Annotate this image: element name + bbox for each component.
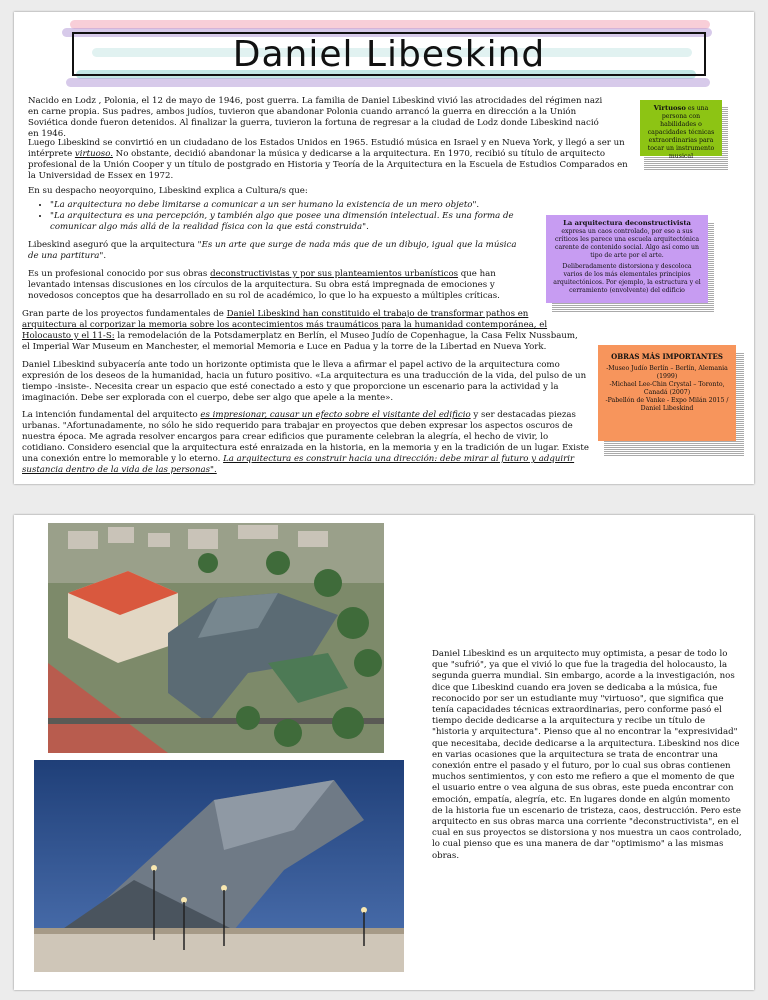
quote-item: • "La arquitectura no debe limitarse a comunicar a un ser humano la existencia de un mero objeto". xyxy=(50,200,550,211)
deconstructivist-link-text: deconstructivistas y por sus planteamientos urbanísticos xyxy=(210,269,459,279)
paragraph-intention-emphasis: es impresionar, causar un efecto sobre el visitante del edificio xyxy=(200,410,471,420)
quote-item: • "La arquitectura es una percepción, y también algo que posee una dimensión intelectual. Es una forma de comunicar algo más allá de la realidad física con la que está construida". xyxy=(50,211,550,233)
title-banner xyxy=(62,18,712,86)
main-works-box xyxy=(598,345,736,441)
title-text: Daniel Libeskind xyxy=(232,33,546,75)
deconstructivism-title: La arquitectura deconstructivista xyxy=(563,219,691,227)
paragraph-intro-quotes: En su despacho neoyorquino, Libeskind explica a Cultura/s que: xyxy=(28,186,308,196)
paragraph-intention-text: La intención fundamental del arquitecto xyxy=(22,410,201,420)
virtuoso-definition-box xyxy=(640,100,722,160)
paragraph-projects-text: Gran parte de los proyectos fundamentales de xyxy=(22,309,227,319)
paragraph-works xyxy=(28,269,528,302)
main-works-item: -Pabellón de Vanke - Expo Milán 2015 / Daniel Libeskind xyxy=(605,397,729,412)
paragraph-intention xyxy=(22,410,590,476)
paragraph-works-text: Es un profesional conocido por sus obras xyxy=(28,269,211,279)
page-two xyxy=(14,515,754,990)
paragraph-career-text-2: No obstante, decidió abandonar la música y dedicarse a la arquitectura. En 1970, recibió su título de arquitecto profesional de la Unión Cooper y un título de postgrado en Historia y Teoría de la Arquitectura en la Escuela de Estudios Comparados en la Universidad de Essex en 1972. xyxy=(28,149,628,181)
paragraph-projects-text-2: la remodelación de la Potsdamerplatz en Berlín, el Museo Judío de Copenhague, la Casa Felix Nussbaum, el Imperial War Museum en Manchester, el memorial Memoria e Luce en Padua y la torre de la Libertad en Nueva York. xyxy=(22,331,578,352)
deconstructivism-text-2: Deliberadamente distorsiona y descoloca varios de los más elementales principios arquitectónicos. Por ejemplo, la estructura y el cerramiento (envolvente) del edificio xyxy=(553,263,701,294)
museum-night-photo xyxy=(34,760,404,972)
main-works-title: OBRAS MÁS IMPORTANTES xyxy=(611,352,723,361)
paragraph-intention-text-2: y ser destacadas piezas urbanas. "Afortunadamente, no sólo he sido requerido para trabajar en proyectos que deben expresar los aspectos oscuros de nuestra época. Me agrada resolver encargos para crear edificios que puramente celebran la alegría, el hecho de vivir, lo cotidiano. Considero esencial que la arquitectura esté enraizada en la historia, en la memoria y en la tradición de un lugar. Existe una conexión entre lo memorable y lo eterno. xyxy=(22,410,589,464)
virtuoso-definition-text: es una persona con habilidades o capacidades técnicas extraordinarias para tocar un instrumento musical xyxy=(647,105,715,160)
virtuoso-term: virtuoso. xyxy=(74,149,113,159)
paragraph-career-text: Luego Libeskind se convirtió en un ciudadano de los Estados Unidos en 1965. Estudió música en Israel y en Nueva York, y llegó a ser un intérprete xyxy=(28,138,625,159)
main-works-item: -Museo Judío Berlín – Berlín, Alemania (1999) xyxy=(606,365,728,380)
main-works-item: -Michael Lee-Chin Crystal – Toronto, Canadá (2007) xyxy=(609,381,725,396)
paragraph-projects xyxy=(22,309,582,353)
reflection-paragraph: Daniel Libeskind es un arquitecto muy optimista, a pesar de todo lo que "sufrió", ya que el vivió lo que fue la tragedia del holocausto, la segunda guerra mundial. Sin embargo, acorde a la investigación, nos dice que Libeskind cuando era joven se dedicaba a la música, fue reconocido por ser un estudiante muy "virtuoso", que significa que tenía capacidades técnicas extraordinarias, pero conforme pasó el tiempo decide dedicarse a la arquitectura y recibe un título de "historia y arquitectura". Pienso que al no encontrar la "expresividad" que necesitaba, decide dedicarse a la arquitectura. Libeskind nos dice en varias ocasiones que la arquitectura se trata de encontrar una conexión entre el pasado y el futuro, por lo cual sus obras contienen muchos sentimientos, y con esto me refiero a que el momento de que el usuario entre o vea alguna de sus obras, este pueda encontrar con emoción, empatía, alegría, etc. En lugares donde en algún momento de la historia fue un escenario de tristeza, caos, destrucción. Pero este arquitecto en sus obras marca una corriente "deconstructivista", en el cual en sus proyectos se distorsiona y nos muestra un caos controlado, lo cual pienso que es una manera de dar "optimismo" a las mismas obras. xyxy=(432,649,742,861)
paragraph-birth: Nacido en Lodz , Polonia, el 12 de mayo de 1946, post guerra. La familia de Daniel Libeskind vivió las atrocidades del régimen nazi en carne propia. Sus padres, ambos judíos, tuvieron que abandonar Polonia cuando arrancó la guerra en dirección a la Unión Soviética donde fueron detenidos. Al finalizar la guerra, tuvieron la fortuna de regresar a la ciudad de Lodz donde Libeskind nació en 1946. xyxy=(28,96,603,139)
page-one xyxy=(14,12,754,484)
page-title xyxy=(72,32,706,76)
deconstructivism-text: expresa un caos controlado, por eso a sus críticos les parece una escuela arquitectónica carente de contenido social. Algo así como un tipo de arte por el arte. xyxy=(554,228,700,259)
jewish-museum-aerial-photo xyxy=(48,523,384,753)
paragraph-career xyxy=(28,138,638,182)
virtuoso-definition-title: Virtuoso xyxy=(653,104,686,112)
paragraph-intention-closing: La arquitectura es construir hacia una dirección: debe mirar al futuro y adquirir sustancia dentro de la vida de las personas". xyxy=(22,454,575,475)
paragraph-optimism: Daniel Libeskind subyacería ante todo un horizonte optimista que le lleva a afirmar el papel activo de la arquitectura como expresión de los deseos de la humanidad, hacia un futuro positivo. «La arquitectura es una traducción de la vida, del pulso de un tiempo -insiste-. Necesita crear un espacio que esté conectado a esto y que proporcione un escenario para la actividad y la imaginación. Debe ser explorada con el cuerpo, debe ser algo que apele a la mente». xyxy=(22,360,587,403)
quote-list xyxy=(34,200,550,233)
paragraph-art-text: Libeskind aseguró que la arquitectura xyxy=(28,240,198,250)
deconstructivism-definition-box xyxy=(546,215,708,303)
paragraph-works-text-2: que han levantado intensas discusiones en los círculos de la arquitectura. Su obra está impregnada de emociones y novedosos conceptos que ha desarrollado en su rol de académico, lo que lo ha expuesto a múltiples críticas. xyxy=(28,269,500,301)
paragraph-art xyxy=(28,240,528,262)
paragraph-projects-underlined: Daniel Libeskind han constituido el trabajo de transformar pathos en arquitectura al corporizar la memoria sobre los acontecimientos más traumáticos para la humanidad contemporánea, el Holocausto y el 11-S: xyxy=(22,309,548,341)
paragraph-art-quote: "Es un arte que surge de nada más que de un dibujo, igual que la música de una partitura". xyxy=(28,240,517,261)
